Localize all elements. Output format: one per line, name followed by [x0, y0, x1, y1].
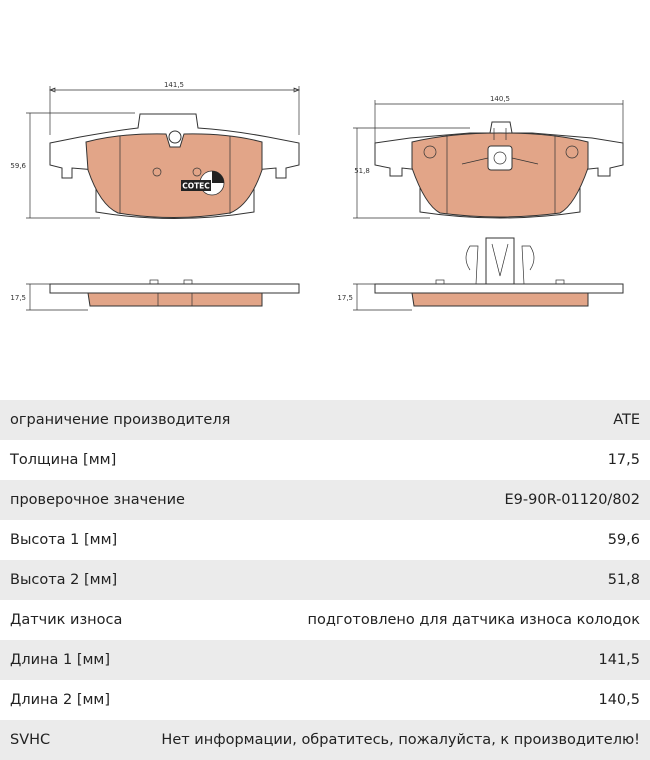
dim-length-1: 141,5 — [163, 81, 185, 89]
spec-label: SVHC — [10, 732, 51, 748]
spec-label: Датчик износа — [10, 612, 123, 628]
dim-thickness-2: 17,5 — [337, 294, 353, 302]
spec-row-length-2 — [0, 680, 650, 720]
spec-value: ATE — [613, 412, 640, 428]
spec-row-check-value — [0, 480, 650, 520]
pad-1-front-view — [10, 81, 299, 219]
spec-value: 141,5 — [598, 652, 640, 668]
pad-1-side-view — [10, 280, 299, 310]
spec-row-height-1 — [0, 520, 650, 560]
spec-label: Длина 1 [мм] — [10, 652, 111, 668]
spec-row-manufacturer-restriction — [0, 400, 650, 440]
dim-thickness-1: 17,5 — [10, 294, 26, 302]
spec-row-wear-sensor — [0, 600, 650, 640]
logo-text: COTEC — [182, 181, 210, 191]
spec-row-height-2 — [0, 560, 650, 600]
spec-label: ограничение производителя — [10, 412, 231, 428]
specs-table — [0, 400, 650, 760]
dim-height-1: 59,6 — [10, 162, 26, 170]
spec-label: проверочное значение — [10, 492, 185, 508]
spec-value: 59,6 — [607, 532, 640, 548]
spec-row-length-1 — [0, 640, 650, 680]
spec-value: E9-90R-01120/802 — [504, 492, 640, 508]
spec-row-svhc — [0, 720, 650, 760]
spec-label: Длина 2 [мм] — [10, 692, 111, 708]
dim-length-2: 140,5 — [489, 95, 511, 103]
spec-value: 51,8 — [607, 572, 640, 588]
dim-height-2: 51,8 — [354, 167, 370, 175]
spec-label: Высота 2 [мм] — [10, 572, 118, 588]
pad-2-side-view — [337, 238, 623, 310]
spec-value: 17,5 — [607, 452, 640, 468]
spec-row-thickness — [0, 440, 650, 480]
spec-value: подготовлено для датчика износа колодок — [307, 612, 640, 628]
spec-value: Нет информации, обратитесь, пожалуйста, к производителю! — [161, 732, 640, 748]
pad-2-front-view — [353, 95, 623, 218]
spec-value: 140,5 — [598, 692, 640, 708]
spec-label: Толщина [мм] — [10, 452, 117, 468]
spec-label: Высота 1 [мм] — [10, 532, 118, 548]
